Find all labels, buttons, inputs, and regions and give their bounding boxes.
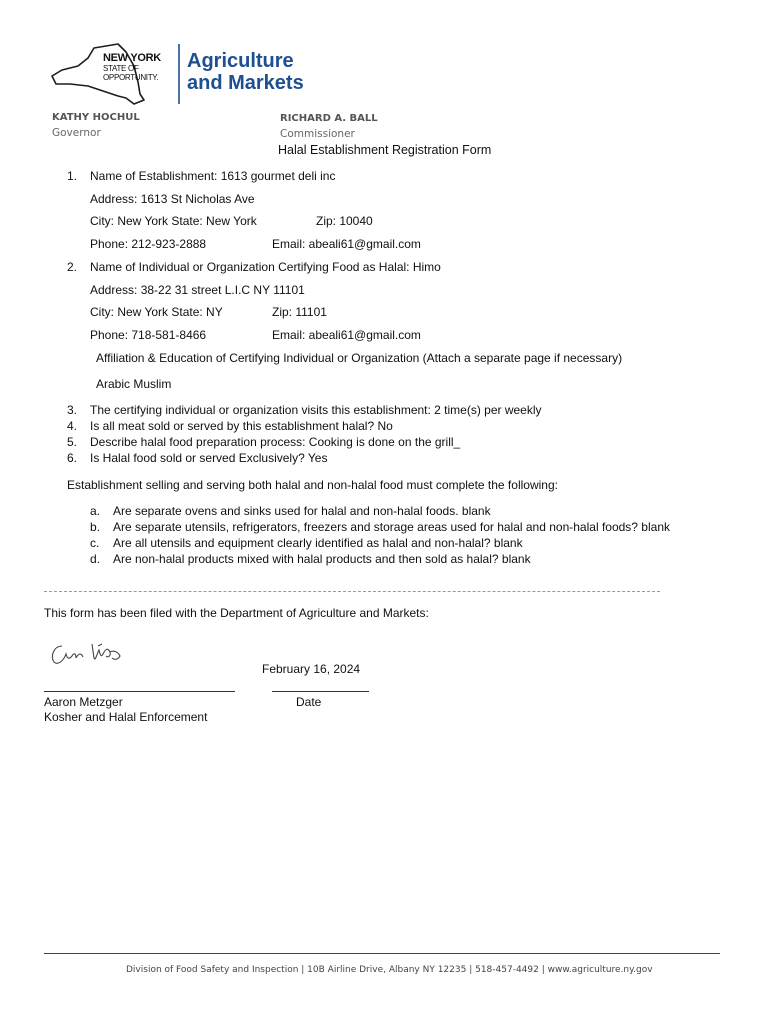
question-3-text: The certifying individual or organization visits this establishment: 2 time(s) per weekly [90, 403, 542, 417]
logo-state-line-1: NEW YORK [103, 52, 161, 64]
certifier-phone: Phone: 718-581-8466 [90, 328, 207, 342]
section-1-number: 1. [67, 169, 78, 183]
commissioner-name: RICHARD A. BALL [280, 113, 378, 124]
footer-divider [44, 953, 720, 954]
filing-date-value: February 16, 2024 [262, 662, 361, 676]
certifier-email: Email: abeali61@gmail.com [272, 328, 421, 342]
governor-title: Governor [52, 127, 101, 139]
affiliation-label: Affiliation & Education of Certifying Individual or Organization (Attach a separate page if necessary) [96, 351, 623, 365]
certifier-city-state: City: New York State: NY [90, 305, 223, 319]
mixed-item-d-text: Are non-halal products mixed with halal products and then sold as halal? blank [113, 552, 531, 566]
logo-agency-line-2: and Markets [187, 72, 304, 94]
establishment-city-state: City: New York State: New York [90, 214, 257, 228]
logo-state-text [103, 52, 161, 82]
establishment-address: Address: 1613 St Nicholas Ave [90, 192, 255, 206]
mixed-item-d-letter: d. [90, 552, 101, 566]
signer-title: Kosher and Halal Enforcement [44, 710, 208, 724]
logo-state-line-3: OPPORTUNITY. [103, 73, 159, 82]
date-label: Date [296, 695, 322, 709]
certifier-address: Address: 38-22 31 street L.I.C NY 11101 [90, 283, 305, 297]
logo-agency-text [187, 50, 304, 94]
commissioner-title: Commissioner [280, 128, 355, 140]
governor-name: KATHY HOCHUL [52, 112, 140, 123]
filing-statement: This form has been filed with the Department of Agriculture and Markets: [44, 606, 429, 620]
form-title: Halal Establishment Registration Form [278, 143, 492, 157]
certifier-name: Name of Individual or Organization Certifying Food as Halal: Himo [90, 260, 441, 274]
section-divider [44, 591, 660, 592]
signer-name: Aaron Metzger [44, 695, 123, 709]
mixed-item-a-letter: a. [90, 504, 101, 518]
establishment-zip: Zip: 10040 [316, 214, 373, 228]
question-3-number: 3. [67, 403, 78, 417]
question-4-text: Is all meat sold or served by this establishment halal? No [90, 419, 393, 433]
section-2-number: 2. [67, 260, 78, 274]
mixed-item-a-text: Are separate ovens and sinks used for halal and non-halal foods. blank [113, 504, 491, 518]
question-6-number: 6. [67, 451, 78, 465]
date-line [272, 691, 369, 692]
establishment-phone: Phone: 212-923-2888 [90, 237, 207, 251]
question-6-text: Is Halal food sold or served Exclusively? Yes [90, 451, 328, 465]
footer-contact: Division of Food Safety and Inspection | 10B Airline Drive, Albany NY 12235 | 518-457-4492 | www.agriculture.ny.gov [126, 965, 653, 975]
mixed-item-b-text: Are separate utensils, refrigerators, freezers and storage areas used for halal and non-halal foods? blank [113, 520, 670, 534]
question-5-text: Describe halal food preparation process: Cooking is done on the grill_ [90, 435, 461, 449]
question-5-number: 5. [67, 435, 78, 449]
mixed-item-c-letter: c. [90, 536, 100, 550]
agency-logo [48, 42, 318, 108]
logo-state-line-2: STATE OF [103, 64, 139, 73]
logo-agency-line-1: Agriculture [187, 50, 294, 72]
certifier-zip: Zip: 11101 [272, 305, 327, 319]
establishment-name: Name of Establishment: 1613 gourmet deli inc [90, 169, 336, 183]
affiliation-value: Arabic Muslim [96, 377, 172, 391]
mixed-item-c-text: Are all utensils and equipment clearly identified as halal and non-halal? blank [113, 536, 523, 550]
establishment-email: Email: abeali61@gmail.com [272, 237, 421, 251]
signature-line [44, 691, 235, 692]
question-4-number: 4. [67, 419, 78, 433]
mixed-intro: Establishment selling and serving both halal and non-halal food must complete the following: [67, 478, 558, 492]
mixed-item-b-letter: b. [90, 520, 101, 534]
signature [48, 640, 128, 668]
